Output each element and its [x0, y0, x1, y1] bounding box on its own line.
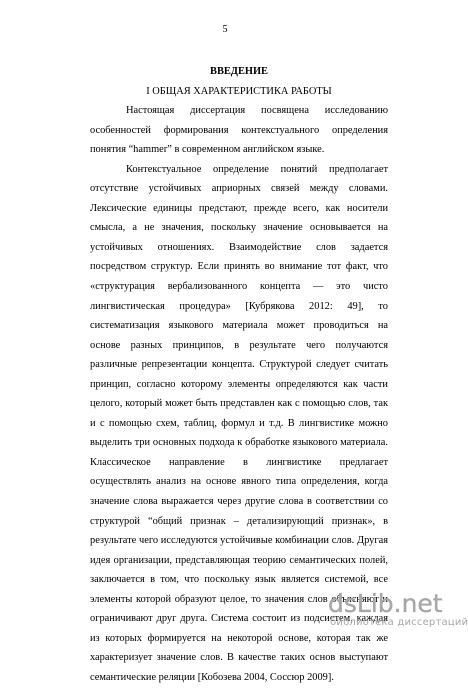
dslib-logo	[326, 587, 444, 617]
paragraph-2: Контекстуальное определение понятий предполагает отсутствие устойчивых априорных связей между словами. Лексические единицы предстают, прежде всего, как носители смысла, а не значения, поскольку значение основывается на устойчивых отношениях. Взаимодействие слов задается посредством структур. Если принять во внимание тот факт, что «структурация вербализованного концепта — это чисто лингвистическая процедура» [Кубрякова 2012: 49], то систематизация языкового материала может проводиться на основе разных принципов, в результате чего получаются различные репрезентации концепта. Структурой следует считать принцип, согласно которому элементы определяются как части целого, который может быть представлен как с помощью слов, так и с помощью схем, таблиц, формул и т.д. В лингвистике можно выделить три основных подхода к обработке языкового материала. Классическое направление в лингвистике предлагает осуществлять анализ на основе явного типа определения, когда значение слова выражается через другие слова в соответствии со структурой “общий признак – детализирующий признак», в результате чего исследуются устойчивые комбинации слов. Другая идея организации, представляющая теорию семантических полей, заключается в том, что поскольку язык является системой, все элементы которой образуют целое, то значения слов объясняют и ограничивают друг друга. Система состоит из подсистем, каждая из которых формируется на некоторой основе, которая так же характеризует значение слов. В качестве таких основ выступают семантические реляции [Кобозева 2004, Соссюр 2009].	[90, 163, 388, 683]
watermark	[326, 587, 468, 633]
paragraph-1: Настоящая диссертация посвящена исследованию особенностей формирования контекстуального определения понятия “hammer” в современном английском языке.	[90, 105, 388, 156]
section-heading: ВВЕДЕНИЕ	[210, 66, 268, 77]
page-number: 5	[222, 24, 228, 35]
watermark-caption: библиотека диссертаций	[330, 617, 468, 628]
section-subheading: I ОБЩАЯ ХАРАКТЕРИСТИКА РАБОТЫ	[146, 85, 332, 97]
svg-text:dsLib.net: dsLib.net	[328, 589, 443, 618]
